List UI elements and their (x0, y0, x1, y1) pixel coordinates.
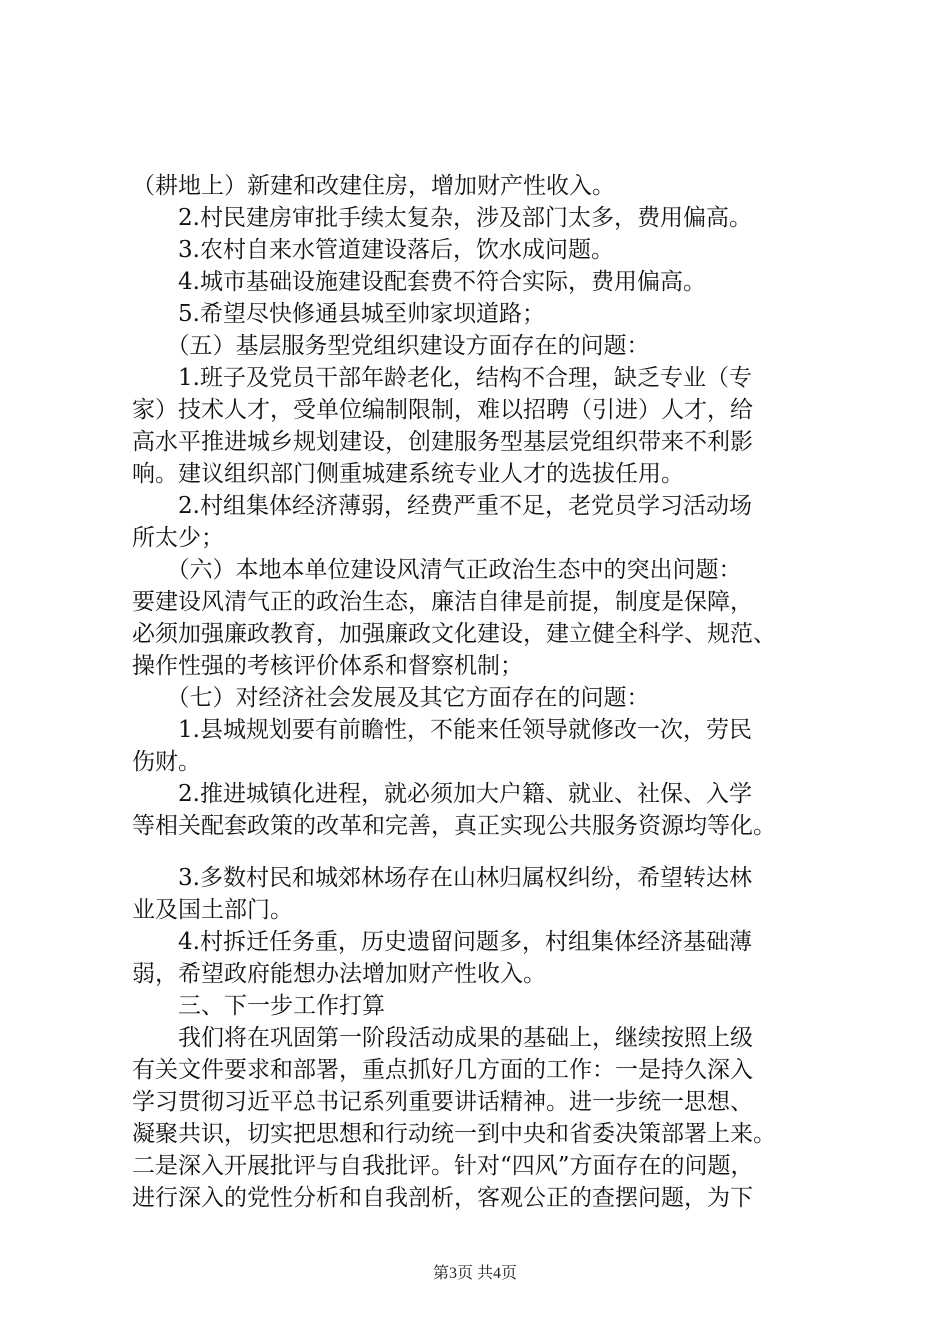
text-line: 5.希望尽快修通县城至帅家坝道路； (132, 301, 545, 327)
text-line: 3.多数村民和城郊林场存在山林归属权纠纷，希望转达林 (132, 865, 752, 891)
text-line: 等相关配套政策的改革和完善，真正实现公共服务资源均等化。 (132, 813, 776, 839)
text-line: 1.班子及党员干部年龄老化，结构不合理，缺乏专业（专 (132, 365, 752, 391)
text-line: 响。建议组织部门侧重城建系统专业人才的选拔任用。 (132, 461, 684, 487)
text-line: 4.城市基础设施建设配套费不符合实际，费用偏高。 (132, 269, 706, 295)
text-line: 学习贯彻习近平总书记系列重要讲话精神。进一步统一思想、 (132, 1089, 753, 1115)
text-line: （耕地上）新建和改建住房，增加财产性收入。 (132, 173, 615, 199)
text-line: （七）对经济社会发展及其它方面存在的问题： (132, 685, 650, 711)
text-line: 三、下一步工作打算 (132, 993, 385, 1019)
text-line: （六）本地本单位建设风清气正政治生态中的突出问题： (132, 557, 742, 583)
text-line: 1.县城规划要有前瞻性，不能来任领导就修改一次，劳民 (132, 717, 752, 743)
text-line: 要建设风清气正的政治生态，廉洁自律是前提，制度是保障， (132, 589, 753, 615)
page-footer: 第3页 共4页 (432, 1265, 517, 1282)
text-line: 2.推进城镇化进程，就必须加大户籍、就业、社保、入学 (132, 781, 752, 807)
text-line: 4.村拆迁任务重，历史遗留问题多，村组集体经济基础薄 (132, 929, 752, 955)
text-line: 二是深入开展批评与自我批评。针对“四风”方面存在的问题， (132, 1153, 754, 1179)
text-line: 凝聚共识，切实把思想和行动统一到中央和省委决策部署上来。 (132, 1121, 776, 1147)
text-line: 2.村民建房审批手续太复杂，涉及部门太多，费用偏高。 (132, 205, 752, 231)
text-line: 业及国土部门。 (132, 897, 293, 923)
text-line: 家）技术人才，受单位编制限制，难以招聘（引进）人才，给 (132, 397, 753, 423)
text-line: 所太少； (132, 525, 224, 551)
document-body (132, 170, 844, 1214)
text-line: 2.村组集体经济薄弱，经费严重不足，老党员学习活动场 (132, 493, 752, 519)
text-line: 操作性强的考核评价体系和督察机制； (132, 653, 523, 679)
text-line: 必须加强廉政教育，加强廉政文化建设，建立健全科学、规范、 (132, 621, 776, 647)
text-line: 进行深入的党性分析和自我剖析，客观公正的查摆问题，为下 (132, 1185, 753, 1211)
text-line: 我们将在巩固第一阶段活动成果的基础上，继续按照上级 (132, 1025, 753, 1051)
text-line (132, 842, 844, 862)
text-line: 有关文件要求和部署，重点抓好几方面的工作：一是持久深入 (132, 1057, 753, 1083)
text-line: 弱，希望政府能想办法增加财产性收入。 (132, 961, 546, 987)
text-line: 高水平推进城乡规划建设，创建服务型基层党组织带来不利影 (132, 429, 753, 455)
text-line: 伤财。 (132, 749, 201, 775)
text-line: （五）基层服务型党组织建设方面存在的问题： (132, 333, 650, 359)
text-line: 3.农村自来水管道建设落后，饮水成问题。 (132, 237, 614, 263)
